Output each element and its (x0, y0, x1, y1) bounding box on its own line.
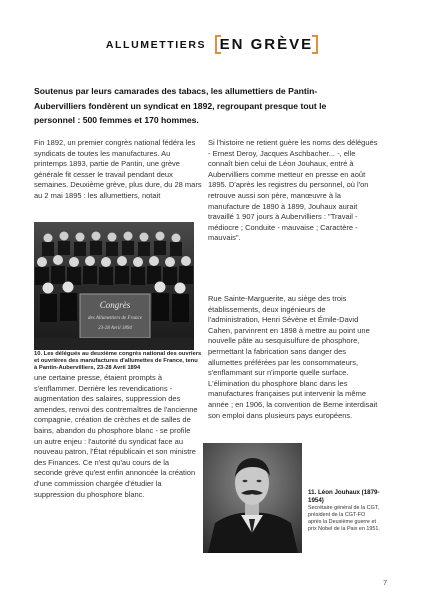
photo-caption-jouhaux (308, 489, 380, 533)
sign-text-line1: Congrès (99, 300, 131, 310)
sign-text-line2: des Allumettiers de France (88, 316, 142, 321)
caption-title: 11. Léon Jouhaux (1879-1954) (308, 489, 380, 504)
paragraph: Rue Sainte-Marguerite, au siège des trois établissements, deux ingénieurs de l'administration, Henri Sévène et Émile-David Cahen, parvinrent en 1898 à mettre au point une nouvelle pâte au sesquisulfure de phosphore, permettant la fabrication sans danger des allumettes préférées par les consommateurs, s'enflammant sur n'importe quelle surface. L'élimination du phosphore blanc dans les manufactures françaises put intervenir la même année ; en 1906, la convention de Berne interdisait son emploi dans plusieurs pays européens. (208, 294, 378, 420)
lead-paragraph: Soutenus par leurs camarades des tabacs, les allumettiers de Pantin-Aubervilliers fondèrent un syndicat en 1892, regroupant presque tout le personnel : 500 femmes et 170 hommes. (34, 86, 327, 125)
body-text-right-top (208, 138, 378, 244)
photo-caption-delegates: 10. Les délégués au deuxième congrès national des ouvriers et ouvrières des manufactures d'allumettes de France, tenu à Pantin-Aubervilliers, 23-28 Avril 1894 (34, 351, 202, 372)
body-text-left-bottom (34, 373, 199, 500)
body-text-left-top (34, 138, 204, 202)
delegates-group-photo (34, 222, 194, 350)
caption-body: Secrétaire général de la CGT, président de la CGT-FO après la Deuxième guerre et prix Nobel de la Paix en 1951. (308, 505, 380, 532)
paragraph: Si l'histoire ne retient guère les noms des délégués - Ernest Deroy, Jacques Aschbacher... -, elle connaît bien celui de Léon Jouhaux, entré à Aubervilliers comme metteur en presse en août 1895. D'après les registres du personnel, où l'on retrouve aussi son père, manœuvre à la manufacture de 1890 à 1899, Jouhaux aurait travaillé 1 907 jours à Aubervilliers : "Travail - médiocre ; Conduite - mauvaise ; Caractère - mauvais". (208, 138, 378, 243)
page-number: 7 (383, 578, 388, 587)
title-prefix: ALLUMETTIERS (105, 38, 207, 51)
body-text-right-middle (208, 294, 378, 421)
page-title (0, 36, 424, 54)
portrait-photo-jouhaux (203, 443, 302, 553)
paragraph: une certaine presse, étaient prompts à s'enflammer. Derrière les revendications - augmentation des salaires, suppression des amendes, renvoi des contremaîtres de l'ancienne compagnie, création de crèches et de salles de bains, abandon du phosphore blanc - se profile un autre enjeu : l'autorité du syndicat face au nouveau patron, l'État républicain et son ministre des Finances. Ce n'est qu'au cours de la seconde grève qu'est enfin annoncée la création d'une commission chargée d'étudier la suppression du phosphore blanc. (34, 373, 198, 499)
sign-text-line3: 23-28 Avril 1894 (98, 326, 132, 331)
paragraph: Fin 1892, un premier congrès national fédéra les syndicats de toutes les manufactures. Au printemps 1893, partie de Pantin, une grève générale fit cesser le travail pendant deux semaines. Deuxième grève, plus dure, du 28 mars au 2 mai 1895 : les allumettiers, notait (34, 138, 202, 200)
title-highlight: EN GRÈVE (215, 36, 319, 53)
